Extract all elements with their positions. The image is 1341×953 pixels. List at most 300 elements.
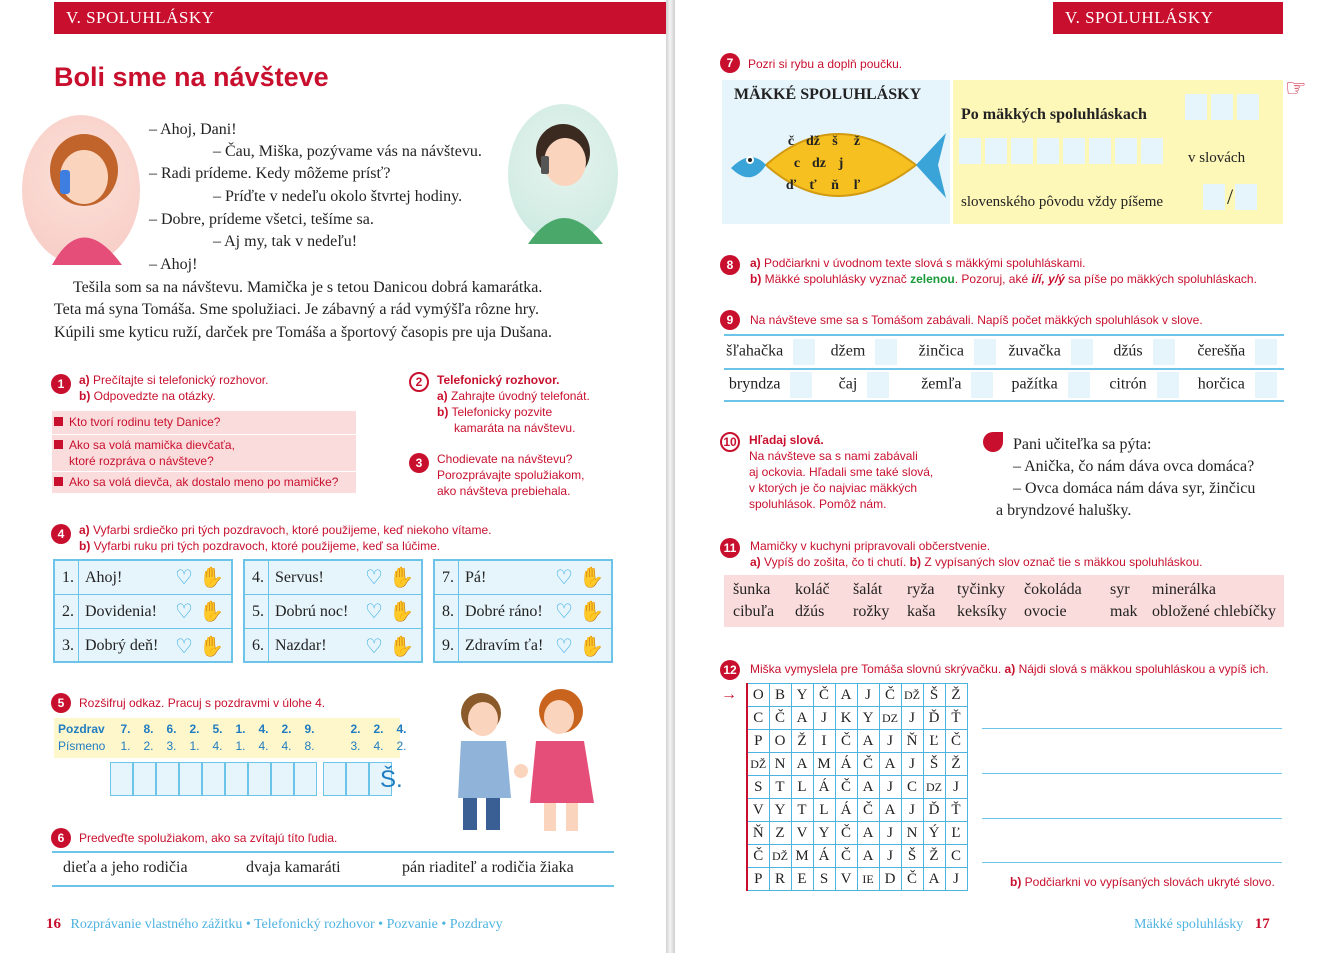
- cipher-cell: 3.: [166, 739, 177, 753]
- answer-letter-box[interactable]: [248, 762, 271, 796]
- task-8b-text: sa píše po mäkkých spoluhláskach.: [1068, 272, 1257, 286]
- count-box[interactable]: [971, 372, 993, 398]
- bullet-icon: [54, 417, 63, 426]
- answer-line[interactable]: [982, 728, 1282, 729]
- icon-group: [555, 634, 611, 659]
- greeting-row: [55, 595, 231, 629]
- scenario-item: dieťa a jeho rodičia: [63, 859, 188, 876]
- grid-letter[interactable]: Č: [835, 822, 857, 845]
- food-word: čokoláda: [1024, 581, 1082, 598]
- grid-letter[interactable]: Č: [879, 684, 901, 707]
- answer-letter-box[interactable]: [156, 762, 179, 796]
- grid-letter[interactable]: A: [791, 707, 813, 730]
- word-cell: [911, 372, 1004, 398]
- cipher-cell: 4.: [281, 739, 292, 753]
- cipher-row-greeting: [58, 722, 413, 736]
- word-cell: [911, 339, 1004, 365]
- answer-letter-box[interactable]: [271, 762, 294, 796]
- cipher-cell: 2.: [373, 722, 384, 736]
- grid-letter[interactable]: V: [835, 868, 857, 891]
- part-b-label: b): [79, 389, 91, 403]
- grid-letter[interactable]: A: [835, 684, 857, 707]
- question-row: [52, 411, 356, 434]
- grid-letter[interactable]: Č: [945, 730, 967, 753]
- task-2a-text: Zahrajte úvodný telefonát.: [451, 389, 590, 403]
- food-word: ryža: [907, 581, 935, 598]
- part-b-label: b): [79, 539, 91, 553]
- grid-letter[interactable]: N: [769, 753, 791, 776]
- icon-group: [555, 565, 611, 590]
- food-word: kaša: [907, 603, 936, 620]
- grid-letter[interactable]: IE: [857, 868, 879, 891]
- blank-box[interactable]: [985, 138, 1007, 164]
- cipher-cell: 7.: [120, 722, 131, 736]
- task-12b-text: Podčiarkni vo vypísaných slovách ukryté slovo.: [1024, 875, 1275, 889]
- grid-letter[interactable]: Ď: [923, 799, 945, 822]
- word-cell: [817, 372, 910, 398]
- count-box[interactable]: [790, 372, 812, 398]
- grid-letter[interactable]: P: [747, 868, 769, 891]
- cipher-cell: 9.: [304, 722, 315, 736]
- task-2-instructions: [437, 372, 590, 436]
- greeting-row: [435, 561, 611, 595]
- dialogue-line: – Ahoj!: [149, 256, 198, 273]
- footer-topic: Mäkké spoluhlásky: [1134, 917, 1244, 932]
- soft-consonant-count-table: [724, 334, 1284, 402]
- grid-letter[interactable]: Ý: [923, 822, 945, 845]
- grid-row: [747, 730, 967, 753]
- greetings-table-2: [243, 559, 423, 663]
- grid-letter[interactable]: K: [835, 707, 857, 730]
- grid-letter[interactable]: DZ: [923, 776, 945, 799]
- blank-box[interactable]: [1115, 138, 1137, 164]
- grid-letter[interactable]: J: [879, 776, 901, 799]
- grid-letter[interactable]: Ž: [945, 684, 967, 707]
- grid-letter[interactable]: Y: [769, 799, 791, 822]
- cipher-cell: 5.: [212, 722, 223, 736]
- greeting-row: [435, 629, 611, 663]
- fish-letter-row: [780, 156, 868, 178]
- story-line: Teta má syna Tomáša. Sme spolužiaci. Je zábavný a rád vymýšľa rôzne hry.: [54, 301, 539, 318]
- count-box[interactable]: [867, 372, 889, 398]
- fish-letter: č: [787, 134, 795, 149]
- grid-letter[interactable]: Z: [769, 822, 791, 845]
- heart-icon[interactable]: ♡: [555, 635, 573, 658]
- grid-letter[interactable]: Č: [835, 730, 857, 753]
- answer-letter-box[interactable]: [202, 762, 225, 796]
- fish-letter-grid: [780, 134, 868, 200]
- greetings-table-3: [433, 559, 613, 663]
- blank-box[interactable]: [1063, 138, 1085, 164]
- task-11a-text: Vypíš do zošita, čo ti chutí.: [764, 555, 907, 569]
- heart-icon[interactable]: ♡: [175, 567, 193, 589]
- grid-letter[interactable]: N: [901, 822, 923, 845]
- grid-letter[interactable]: T: [791, 799, 813, 822]
- grid-letter[interactable]: Ď: [923, 707, 945, 730]
- blank-box[interactable]: [1037, 138, 1059, 164]
- grid-letter[interactable]: L: [813, 799, 835, 822]
- grid-letter[interactable]: Á: [835, 799, 857, 822]
- grid-letter[interactable]: E: [791, 868, 813, 891]
- grid-letter[interactable]: Ň: [747, 822, 769, 845]
- story-line: Kúpili sme kyticu ruží, darček pre Tomáša a športový časopis pre uja Dušana.: [54, 324, 552, 341]
- food-word: šalát: [853, 581, 883, 598]
- grid-letter[interactable]: A: [879, 753, 901, 776]
- answer-letter-box[interactable]: [225, 762, 248, 796]
- greeting-row: [55, 561, 231, 595]
- fish-letter: j: [838, 156, 844, 171]
- page-number: 17: [1254, 916, 1270, 932]
- count-box[interactable]: [1255, 339, 1277, 365]
- rule-blanks-1: [1185, 94, 1259, 120]
- task-12-instructions: [750, 661, 1269, 677]
- grid-letter[interactable]: C: [901, 776, 923, 799]
- word: žemľa: [921, 375, 962, 393]
- dialogue-line: – Aj my, tak v nedeľu!: [213, 233, 358, 250]
- word: šľahačka: [726, 342, 784, 360]
- food-word: obložené chlebíčky: [1152, 603, 1276, 620]
- grid-letter[interactable]: Č: [769, 707, 791, 730]
- word-cell: [1191, 372, 1284, 398]
- scenario-item: dvaja kamaráti: [246, 859, 341, 876]
- grid-letter[interactable]: R: [769, 868, 791, 891]
- grid-letter[interactable]: Y: [813, 822, 835, 845]
- cipher-cell: 2.: [189, 722, 200, 736]
- grid-letter[interactable]: J: [945, 868, 967, 891]
- blank-box[interactable]: [1203, 184, 1225, 210]
- task-8a-text: Podčiarkni v úvodnom texte slová s mäkkými spoluhláskami.: [764, 256, 1086, 270]
- task-number-10: 10: [720, 432, 740, 452]
- answer-letter-box[interactable]: [346, 762, 369, 796]
- riddle-line: a bryndzové halušky.: [996, 502, 1132, 519]
- grid-letter[interactable]: Č: [901, 868, 923, 891]
- cipher-row-letter: [58, 739, 413, 753]
- count-box[interactable]: [1071, 339, 1093, 365]
- right-page: [675, 0, 1341, 953]
- heart-icon[interactable]: ♡: [175, 601, 193, 623]
- grid-letter[interactable]: Č: [857, 753, 879, 776]
- greeting-number: 1.: [55, 561, 79, 594]
- cipher-cell: 2.: [143, 739, 154, 753]
- hand-icon[interactable]: ✋: [198, 567, 224, 589]
- word: žuvačka: [1008, 342, 1061, 360]
- grid-letter[interactable]: V: [791, 822, 813, 845]
- answer-letter-box[interactable]: [323, 762, 346, 796]
- word-cell: [1004, 339, 1097, 365]
- word-cell: [724, 372, 817, 398]
- grid-letter[interactable]: B: [769, 684, 791, 707]
- count-box[interactable]: [875, 339, 897, 365]
- greetings-table-1: [53, 559, 233, 663]
- task-8-instructions: [750, 255, 1257, 287]
- blank-box[interactable]: [1089, 138, 1111, 164]
- grid-letter[interactable]: S: [813, 868, 835, 891]
- question-text: Ako sa volá mamička dievčaťa,: [69, 438, 235, 452]
- grid-letter[interactable]: J: [813, 707, 835, 730]
- fish-letter: ľ: [853, 178, 861, 193]
- arrow-right-icon: →: [721, 686, 737, 703]
- grid-letter[interactable]: J: [879, 822, 901, 845]
- word-row: [724, 368, 1284, 402]
- grid-letter[interactable]: Ť: [945, 799, 967, 822]
- rule-blanks-3: [1203, 184, 1257, 210]
- task-7-instructions: Pozri si rybu a doplň poučku.: [748, 57, 903, 71]
- divider-line: [52, 851, 614, 853]
- answer-letter-box[interactable]: [133, 762, 156, 796]
- cipher-row-label: Písmeno: [58, 739, 106, 753]
- grid-letter[interactable]: C: [945, 845, 967, 868]
- word-cell: [1004, 372, 1097, 398]
- grid-letter[interactable]: A: [857, 730, 879, 753]
- grid-letter[interactable]: Č: [747, 845, 769, 868]
- dialogue-line: – Dobre, prídeme všetci, tešíme sa.: [149, 211, 374, 228]
- grid-letter[interactable]: M: [813, 753, 835, 776]
- task-1b-text: Odpovedzte na otázky.: [93, 389, 216, 403]
- word: citrón: [1109, 375, 1147, 393]
- grid-letter[interactable]: Y: [791, 684, 813, 707]
- grid-letter[interactable]: A: [923, 868, 945, 891]
- scenario-item: pán riaditeľ a rodičia žiaka: [402, 859, 574, 876]
- grid-letter[interactable]: DŽ: [901, 684, 923, 707]
- blank-box[interactable]: [1235, 184, 1257, 210]
- dialogue-line: – Čau, Miška, pozývame vás na návštevu.: [213, 143, 482, 160]
- food-row: [733, 601, 1276, 623]
- answer-letter-box[interactable]: [110, 762, 133, 796]
- task-10-line: spoluhlások. Pomôž nám.: [749, 497, 887, 511]
- grid-letter[interactable]: Č: [835, 776, 857, 799]
- chapter-header: V. SPOLUHLÁSKY: [54, 2, 666, 34]
- grid-letter[interactable]: A: [791, 753, 813, 776]
- blank-box[interactable]: [1011, 138, 1033, 164]
- boy-drawing: [508, 104, 618, 244]
- fish-letter-row: [780, 178, 868, 200]
- heart-icon[interactable]: ♡: [365, 635, 383, 658]
- answer-line[interactable]: [982, 818, 1282, 819]
- greeting-row: [245, 595, 421, 629]
- fish-panel: [722, 80, 950, 224]
- part-a-label: a): [437, 389, 448, 403]
- blank-box[interactable]: [959, 138, 981, 164]
- question-2: [54, 437, 235, 469]
- greeting-row: [245, 629, 421, 663]
- greeting-word: Dobrú noc!: [275, 602, 349, 620]
- riddle-line: Pani učiteľka sa pýta:: [1013, 436, 1152, 453]
- hand-icon[interactable]: ✋: [388, 601, 414, 623]
- heart-icon[interactable]: ♡: [555, 601, 573, 623]
- fish-letter: ň: [831, 178, 839, 193]
- grid-letter[interactable]: P: [747, 730, 769, 753]
- cipher-final-letter: Š.: [380, 766, 403, 793]
- grid-letter[interactable]: O: [769, 730, 791, 753]
- grid-letter[interactable]: O: [747, 684, 769, 707]
- cipher-cell: 8.: [143, 722, 154, 736]
- answer-line[interactable]: [982, 773, 1282, 774]
- greeting-word: Dobrý deň!: [85, 637, 159, 654]
- grid-letter[interactable]: D: [879, 868, 901, 891]
- divider-line: [52, 885, 614, 887]
- word: bryndza: [728, 375, 781, 393]
- greeting-word: Nazdar!: [275, 637, 327, 654]
- greeting-word: Dobré ráno!: [465, 602, 543, 620]
- grid-letter[interactable]: S: [747, 776, 769, 799]
- blank-box[interactable]: [1211, 94, 1233, 120]
- food-word: džús: [795, 603, 825, 620]
- grid-letter[interactable]: J: [945, 776, 967, 799]
- hand-icon[interactable]: ✋: [578, 601, 604, 623]
- word: pažítka: [1011, 375, 1058, 393]
- grid-letter[interactable]: A: [879, 799, 901, 822]
- grid-letter[interactable]: Č: [835, 845, 857, 868]
- hand-icon[interactable]: ✋: [198, 635, 224, 658]
- cipher-cell: 8.: [304, 739, 315, 753]
- page-footer: [46, 916, 503, 933]
- grid-letter[interactable]: Č: [857, 799, 879, 822]
- part-b-label: b): [750, 272, 762, 286]
- hand-icon[interactable]: ✋: [198, 601, 224, 623]
- task-10-instructions: [749, 432, 933, 512]
- grid-letter[interactable]: Y: [857, 707, 879, 730]
- blank-box[interactable]: [1141, 138, 1163, 164]
- food-word: minerálka: [1152, 581, 1216, 598]
- grid-letter[interactable]: C: [747, 707, 769, 730]
- rule-blanks-2: [959, 138, 1163, 164]
- grid-letter[interactable]: I: [813, 730, 835, 753]
- task-12b-instructions: [1010, 874, 1275, 890]
- grid-letter[interactable]: A: [857, 822, 879, 845]
- grid-letter[interactable]: J: [901, 707, 923, 730]
- task-number-4: 4: [51, 524, 71, 544]
- task-10-title: Hľadaj slová.: [749, 433, 824, 447]
- heart-icon[interactable]: ♡: [555, 567, 573, 589]
- word-cell: [1097, 372, 1190, 398]
- grid-letter[interactable]: J: [879, 730, 901, 753]
- grid-letter[interactable]: V: [747, 799, 769, 822]
- grid-letter[interactable]: A: [857, 776, 879, 799]
- greeting-number: 6.: [245, 629, 269, 663]
- heart-icon[interactable]: ♡: [365, 601, 383, 623]
- grid-letter[interactable]: Š: [923, 753, 945, 776]
- blank-box[interactable]: [1237, 94, 1259, 120]
- answer-line[interactable]: [982, 862, 1282, 863]
- cipher-cell: 1.: [189, 739, 200, 753]
- part-a-label: a): [79, 373, 90, 387]
- grid-letter[interactable]: A: [857, 845, 879, 868]
- grid-letter[interactable]: DZ: [879, 707, 901, 730]
- hand-icon[interactable]: ✋: [388, 567, 414, 589]
- cipher-cell: 4.: [373, 739, 384, 753]
- food-words-box: [724, 575, 1284, 627]
- task-3-line: Chodievate na návštevu?: [437, 452, 573, 466]
- grid-letter[interactable]: Š: [923, 684, 945, 707]
- count-box[interactable]: [974, 339, 996, 365]
- hand-icon[interactable]: ✋: [578, 567, 604, 589]
- grid-letter[interactable]: Á: [835, 753, 857, 776]
- greeting-number: 4.: [245, 561, 269, 594]
- slash-separator: /: [1227, 184, 1234, 209]
- hand-icon[interactable]: ✋: [388, 635, 414, 658]
- task-4a-text: Vyfarbi srdiečko pri tých pozdravoch, ktoré použijeme, keď niekoho vítame.: [93, 523, 492, 537]
- answer-letter-box[interactable]: [294, 762, 317, 796]
- cipher-cell: 4.: [212, 739, 223, 753]
- grid-row: [747, 684, 967, 707]
- count-box[interactable]: [1068, 372, 1090, 398]
- grid-letter[interactable]: Ž: [945, 753, 967, 776]
- chapter-header: V. SPOLUHLÁSKY: [1053, 2, 1283, 34]
- grid-letter[interactable]: L: [791, 776, 813, 799]
- answer-letter-box[interactable]: [179, 762, 202, 796]
- task-5-instructions: Rozšifruj odkaz. Pracuj s pozdravmi v úlohe 4.: [79, 696, 326, 710]
- task-number-11: 11: [720, 538, 740, 558]
- task-number-1: 1: [51, 374, 71, 394]
- grid-letter[interactable]: M: [791, 845, 813, 868]
- greeting-word: Zdravím ťa!: [465, 637, 544, 654]
- count-box[interactable]: [1153, 339, 1175, 365]
- grid-letter[interactable]: Š: [901, 845, 923, 868]
- footer-topics: Rozprávanie vlastného zážitku • Telefonický rozhovor • Pozvanie • Pozdravy: [70, 917, 503, 932]
- grid-letter[interactable]: J: [879, 845, 901, 868]
- grid-letter[interactable]: T: [769, 776, 791, 799]
- grid-letter[interactable]: DŽ: [747, 753, 769, 776]
- grid-letter[interactable]: J: [901, 753, 923, 776]
- task-4b-text: Vyfarbi ruku pri tých pozdravoch, ktoré použijeme, keď sa lúčime.: [93, 539, 441, 553]
- task-number-2: 2: [409, 372, 429, 392]
- grid-letter[interactable]: J: [901, 799, 923, 822]
- word: čerešňa: [1197, 342, 1246, 360]
- greeting-word: Pá!: [465, 568, 487, 586]
- grid-letter[interactable]: Ľ: [945, 822, 967, 845]
- grid-letter[interactable]: Á: [813, 776, 835, 799]
- heart-icon[interactable]: ♡: [365, 567, 383, 589]
- bullet-icon: [54, 477, 63, 486]
- rule-title: Po mäkkých spoluhláskach: [961, 106, 1147, 123]
- grid-row: [747, 707, 967, 730]
- word-search-grid: [746, 683, 968, 891]
- blank-box[interactable]: [1185, 94, 1207, 120]
- grid-letter[interactable]: Ľ: [923, 730, 945, 753]
- task-10-line: Na návšteve sa s nami zabávali: [749, 449, 918, 463]
- grid-letter[interactable]: Ť: [945, 707, 967, 730]
- grid-row: [747, 776, 967, 799]
- food-word: keksíky: [957, 603, 1007, 620]
- grid-letter[interactable]: Č: [813, 684, 835, 707]
- question-3: [54, 474, 338, 490]
- grid-letter[interactable]: Á: [813, 845, 835, 868]
- task-3-line: Porozprávajte spolužiakom,: [437, 468, 585, 482]
- count-box[interactable]: [1255, 372, 1277, 398]
- hand-icon[interactable]: ✋: [578, 635, 604, 658]
- icon-group: [175, 599, 231, 624]
- food-row: [733, 579, 1216, 601]
- grid-row: [747, 845, 967, 868]
- greeting-row: [245, 561, 421, 595]
- grid-row: [747, 753, 967, 776]
- cipher-row-label: Pozdrav: [58, 722, 105, 736]
- boy-on-phone-illustration: [508, 104, 618, 244]
- count-box[interactable]: [1157, 372, 1179, 398]
- grid-letter[interactable]: DŽ: [769, 845, 791, 868]
- icon-group: [175, 634, 231, 659]
- grid-letter[interactable]: Ž: [791, 730, 813, 753]
- food-word: tyčinky: [957, 581, 1005, 598]
- grid-letter[interactable]: J: [857, 684, 879, 707]
- part-a-label: a): [750, 256, 761, 270]
- grid-letter[interactable]: Ň: [901, 730, 923, 753]
- speech-bubble-icon: [983, 432, 1003, 452]
- heart-icon[interactable]: ♡: [175, 635, 193, 658]
- count-box[interactable]: [793, 339, 815, 365]
- girl-drawing: [22, 115, 140, 265]
- grid-letter[interactable]: Ž: [923, 845, 945, 868]
